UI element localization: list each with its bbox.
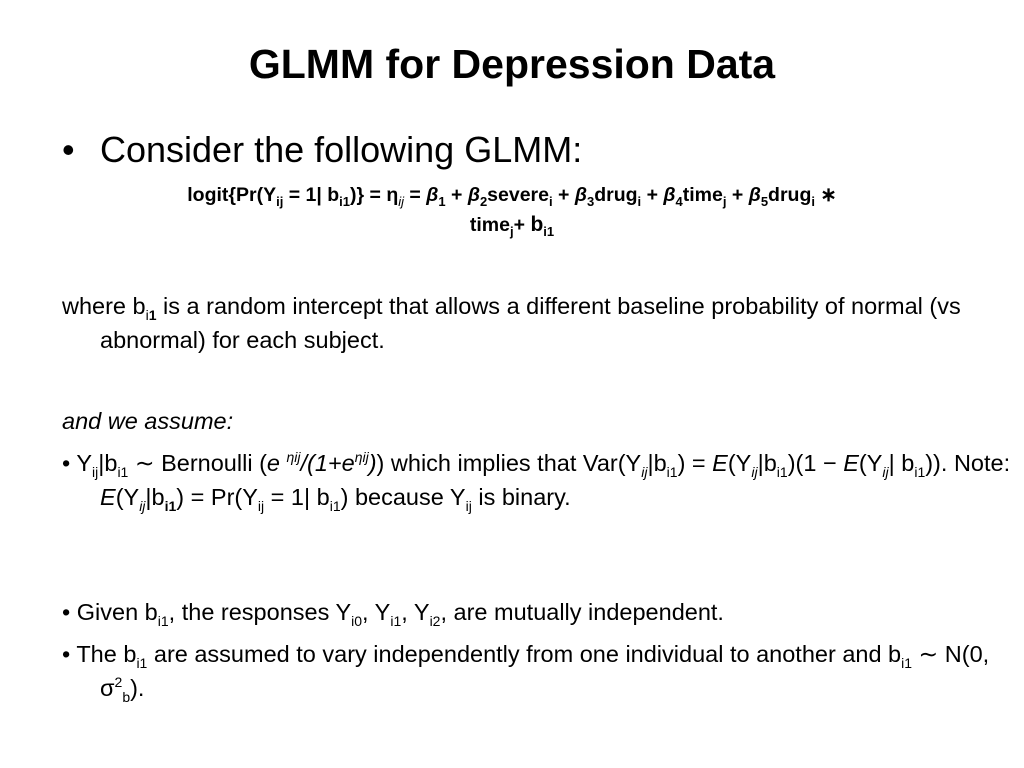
subscript: i1 [914, 464, 926, 480]
text-run: |b [757, 450, 777, 476]
subscript: i0 [351, 613, 363, 629]
formula-part: + [552, 184, 575, 206]
formula-sub: 3 [586, 194, 595, 209]
formula-sub: ij [276, 194, 284, 209]
formula-part: = 1| b [283, 184, 340, 206]
subscript: i1 [776, 464, 788, 480]
text-run: • The b [62, 641, 137, 667]
subscript: ij [139, 498, 146, 514]
subscript: i1 [901, 655, 913, 671]
text-run: (Y [115, 484, 140, 510]
text-run: ) = Pr(Y [176, 484, 258, 510]
text-run: ). [130, 675, 145, 701]
subscript: i1 [666, 464, 678, 480]
text-run: where b [62, 293, 146, 319]
formula-sub: i [549, 194, 553, 209]
subscript: ij [92, 464, 99, 480]
subscript: 1 [148, 307, 157, 323]
subscript: i1 [329, 498, 341, 514]
superscript: ηij [354, 449, 369, 465]
assume-heading: and we assume: [62, 408, 234, 434]
formula-part: time [469, 214, 510, 236]
glmm-formula [70, 180, 954, 240]
text-run: |b [647, 450, 667, 476]
formula-part: drug [768, 184, 812, 206]
subscript: i1 [117, 464, 129, 480]
text-run: (Y [858, 450, 883, 476]
text-run: E [100, 484, 116, 510]
where-paragraph [62, 289, 1020, 357]
bernoulli-bullet [62, 446, 1020, 514]
beta-symbol: β [574, 184, 587, 206]
subscript: ij [465, 498, 472, 514]
intro-text: Consider the following GLMM: [100, 129, 583, 170]
formula-sub: i [637, 194, 642, 209]
text-run: ∼ N(0, σ [100, 641, 990, 701]
bullet-dot: • [62, 129, 75, 170]
independence-bullet [62, 595, 1020, 629]
beta-symbol: β [663, 184, 676, 206]
formula-part: + [641, 184, 664, 206]
text-run: is a random intercept that allows a different baseline probability of normal (vs abnormal) for each subject. [100, 293, 961, 353]
formula-sub: ij [398, 194, 405, 209]
text-run: (Y [727, 450, 752, 476]
formula-sub: 2 [479, 194, 488, 209]
beta-symbol: β [748, 184, 761, 206]
formula-sub: i [811, 194, 815, 209]
text-run: ) which implies that Var(Y [376, 450, 642, 476]
text-run: E [712, 450, 728, 476]
formula-part: severe [487, 184, 549, 206]
beta-symbol: β [426, 184, 439, 206]
text-run: is binary. [471, 484, 571, 510]
formula-part: drug [594, 184, 638, 206]
subscript: b [122, 689, 131, 705]
formula-sub: i1 [339, 194, 351, 209]
formula-part: + [726, 184, 749, 206]
text-run: |b [145, 484, 165, 510]
beta-symbol: β [467, 184, 480, 206]
formula-part: = [404, 184, 427, 206]
text-run: ∼ Bernoulli ( [128, 450, 267, 476]
superscript: ηij [286, 449, 301, 465]
text-run: are assumed to vary independently from one individual to another and b [147, 641, 902, 667]
random-effect-bullet [62, 637, 1020, 705]
subscript: i2 [429, 613, 441, 629]
formula-sub: 1 [438, 194, 446, 209]
formula-sub: 4 [675, 194, 683, 209]
subscript: ij [257, 498, 265, 514]
formula-part: )} = η [350, 184, 399, 206]
text-run: , the responses Y [168, 599, 352, 625]
slide-title: GLMM for Depression Data [248, 41, 776, 87]
text-run: | b [888, 450, 915, 476]
formula-part: + [445, 184, 468, 206]
formula-sub: j [722, 194, 727, 209]
subscript: i [145, 307, 149, 323]
subscript: i1 [390, 613, 402, 629]
formula-part: time [682, 184, 723, 206]
subscript: i1 [164, 498, 177, 514]
formula-part: ∗ [815, 184, 837, 206]
formula-sub: 5 [760, 194, 769, 209]
text-run: )). Note: [925, 450, 1011, 476]
text-run: • Y [62, 450, 93, 476]
text-run: /(1+e [300, 450, 355, 476]
text-run: , Y [401, 599, 430, 625]
formula-part: b [530, 213, 544, 236]
text-run: • Given b [62, 599, 158, 625]
subscript: ij [751, 464, 758, 480]
text-run: )(1 − [787, 450, 844, 476]
formula-sub: i1 [543, 224, 555, 239]
text-run: E [843, 450, 859, 476]
text-run: |b [98, 450, 118, 476]
formula-part: + [513, 214, 531, 236]
text-run: ) = [677, 450, 713, 476]
subscript: ij [641, 464, 648, 480]
text-run: e [266, 450, 287, 476]
subscript: ij [882, 464, 889, 480]
text-run: , are mutually independent. [440, 599, 724, 625]
subscript: i1 [157, 613, 169, 629]
subscript: i1 [136, 655, 148, 671]
superscript: 2 [114, 674, 123, 690]
text-run: ) because Y [340, 484, 466, 510]
text-run: , Y [362, 599, 391, 625]
text-run: ) [368, 450, 377, 476]
formula-sub: j [510, 224, 514, 239]
text-run: = 1| b [264, 484, 330, 510]
intro-bullet [62, 128, 582, 172]
formula-part: logit{Pr(Y [187, 184, 277, 206]
